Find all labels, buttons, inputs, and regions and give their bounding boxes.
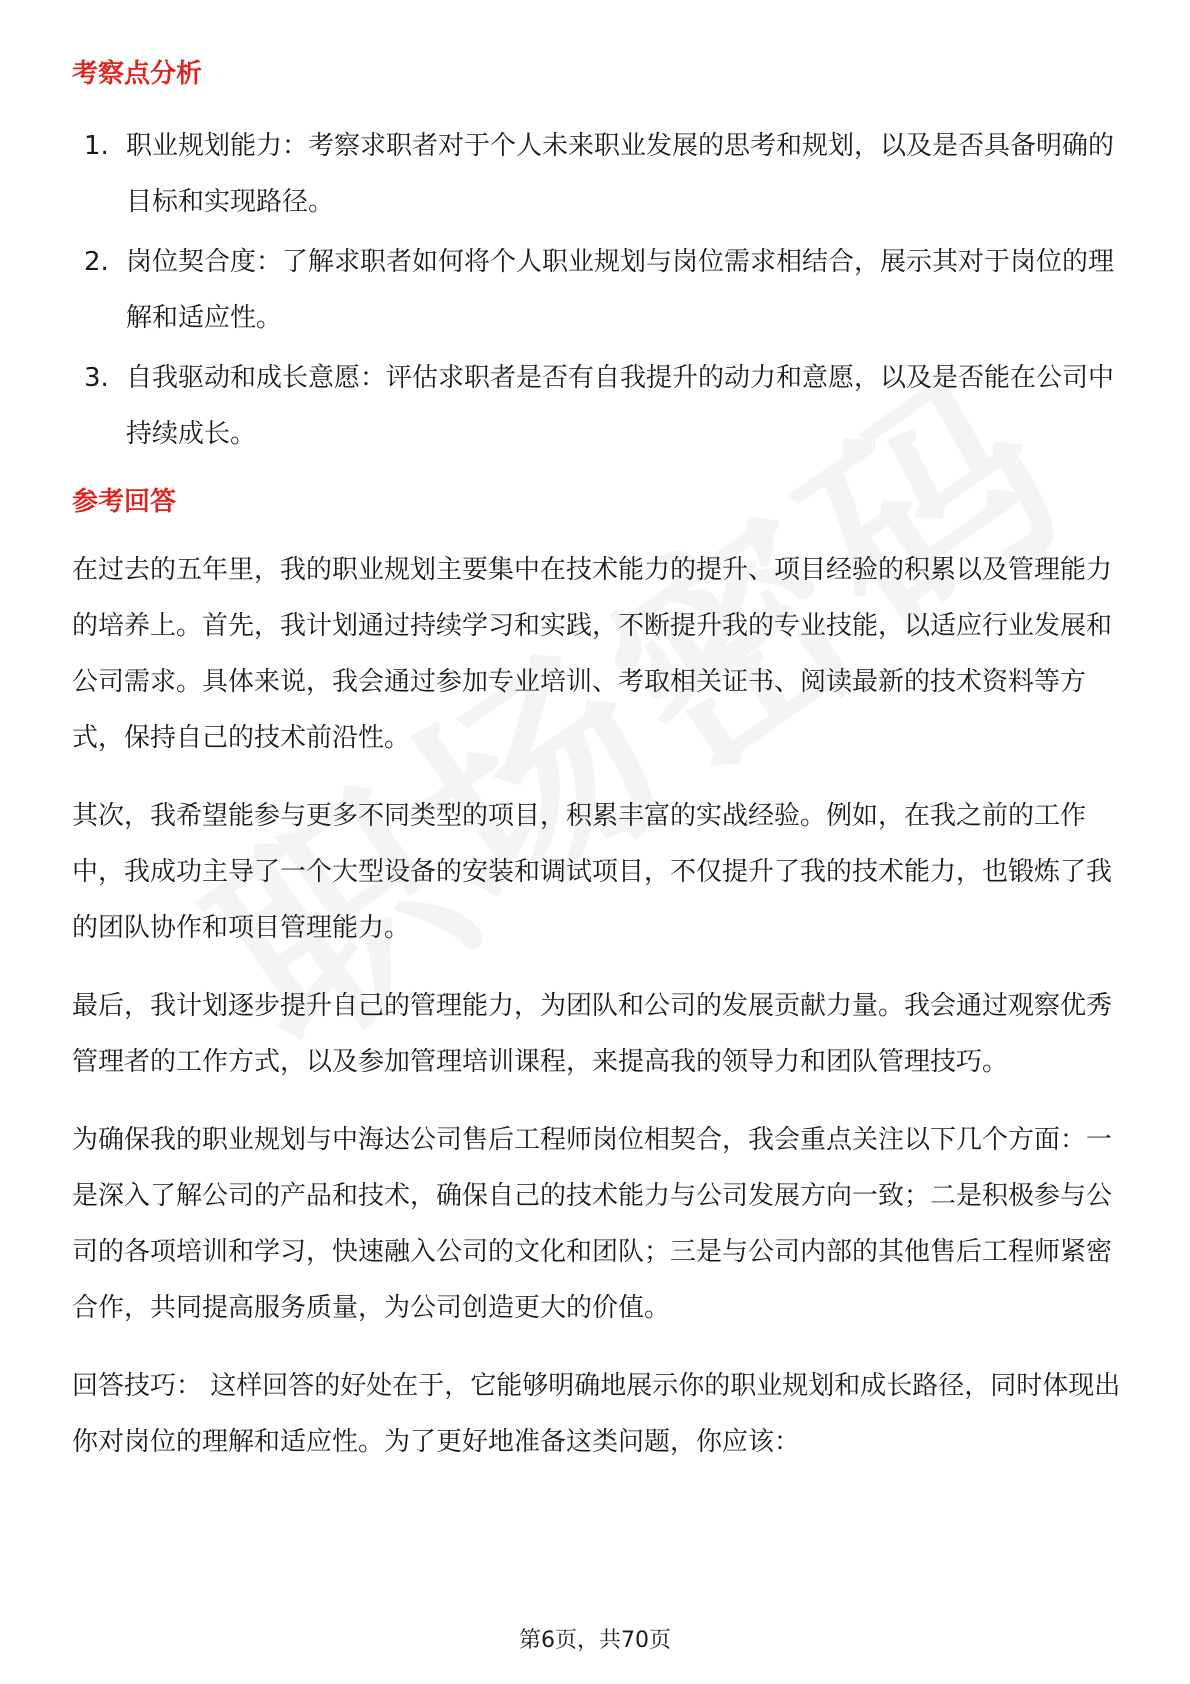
list-item-text: 岗位契合度：了解求职者如何将个人职业规划与岗位需求相结合，展示其对于岗位的理解和适应性。	[126, 247, 1115, 333]
list-item-number: 1.	[84, 131, 109, 161]
page-content	[72, 48, 1122, 1470]
answer-paragraph: 为确保我的职业规划与中海达公司售后工程师岗位相契合，我会重点关注以下几个方面：一是深入了解公司的产品和技术，确保自己的技术能力与公司发展方向一致；二是积极参与公司的各项培训和学习，快速融入公司的文化和团队；三是与公司内部的其他售后工程师紧密合作，共同提高服务质量，为公司创造更大的价值。	[72, 1125, 1113, 1323]
page-number: 第6页，共70页	[519, 1628, 671, 1653]
list-item-number: 2.	[84, 247, 109, 277]
answer-paragraph: 其次，我希望能参与更多不同类型的项目，积累丰富的实战经验。例如，在我之前的工作中，我成功主导了一个大型设备的安装和调试项目，不仅提升了我的技术能力，也锻炼了我的团队协作和项目管理能力。	[72, 801, 1113, 943]
list-item-number: 3.	[84, 363, 109, 393]
list-item	[72, 350, 1122, 462]
answer-paragraph: 最后，我计划逐步提升自己的管理能力，为团队和公司的发展贡献力量。我会通过观察优秀管理者的工作方式，以及参加管理培训课程，来提高我的领导力和团队管理技巧。	[72, 991, 1113, 1077]
answer-paragraph: 在过去的五年里，我的职业规划主要集中在技术能力的提升、项目经验的积累以及管理能力的培养上。首先，我计划通过持续学习和实践，不断提升我的专业技能，以适应行业发展和公司需求。具体来说，我会通过参加专业培训、考取相关证书、阅读最新的技术资料等方式，保持自己的技术前沿性。	[72, 555, 1113, 753]
analysis-list	[72, 118, 1122, 462]
section-heading-analysis: 考察点分析	[72, 59, 203, 89]
list-item	[72, 118, 1122, 230]
section-heading-answer: 参考回答	[72, 487, 177, 517]
list-item-text: 自我驱动和成长意愿：评估求职者是否有自我提升的动力和意愿，以及是否能在公司中持续成长。	[126, 363, 1115, 449]
list-item-text: 职业规划能力：考察求职者对于个人未来职业发展的思考和规划，以及是否具备明确的目标和实现路径。	[126, 131, 1115, 217]
answer-tip-paragraph: 回答技巧： 这样回答的好处在于，它能够明确地展示你的职业规划和成长路径，同时体现出你对岗位的理解和适应性。为了更好地准备这类问题，你应该：	[72, 1371, 1121, 1457]
list-item	[72, 234, 1122, 346]
